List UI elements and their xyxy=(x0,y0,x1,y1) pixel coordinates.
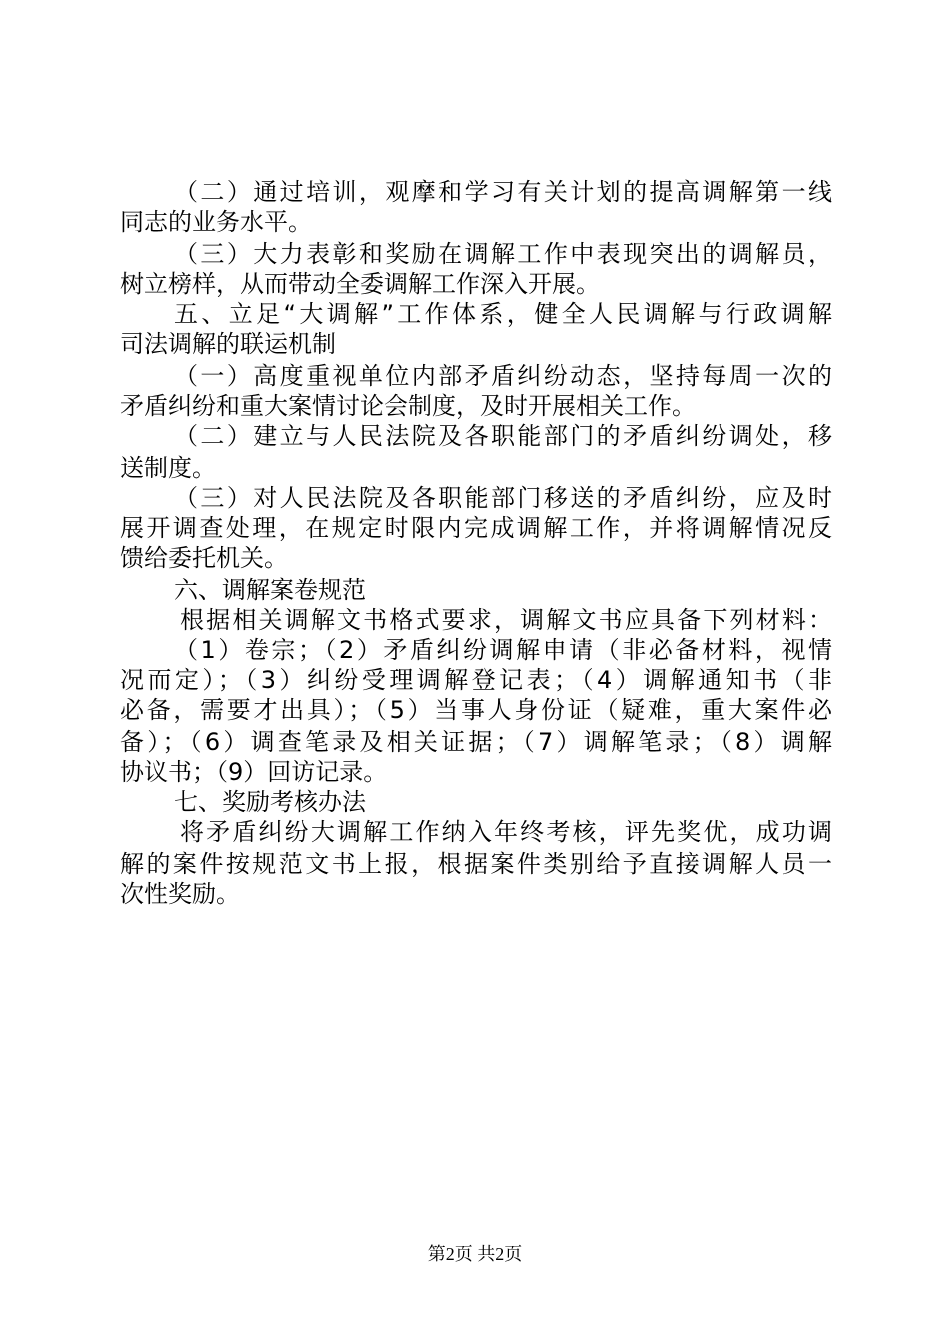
paragraph-line: 馈给委托机关。 xyxy=(120,544,288,572)
section-heading-line: 五、立足“大调解”工作体系，健全人民调解与行政调解 xyxy=(174,300,832,328)
section-heading-line: 六、调解案卷规范 xyxy=(174,576,366,604)
section-heading-line: 司法调解的联运机制 xyxy=(120,330,336,358)
paragraph-line: 备）；（6）调查笔录及相关证据；（7）调解笔录；（8）调解 xyxy=(120,728,832,756)
paragraph-line: 树立榜样，从而带动全委调解工作深入开展。 xyxy=(120,270,600,298)
section-heading-line: 七、奖励考核办法 xyxy=(174,788,366,816)
paragraph-line: 况而定）；（3）纠纷受理调解登记表；（4）调解通知书（非 xyxy=(120,666,832,694)
paragraph-line: 矛盾纠纷和重大案情讨论会制度，及时开展相关工作。 xyxy=(120,392,696,420)
paragraph-line: 解的案件按规范文书上报，根据案件类别给予直接调解人员一 xyxy=(120,850,832,878)
paragraph-line: 根据相关调解文书格式要求，调解文书应具备下列材料： xyxy=(180,606,832,634)
paragraph-line: 必备，需要才出具）；（5）当事人身份证（疑难，重大案件必 xyxy=(120,696,832,724)
paragraph-line: 送制度。 xyxy=(120,454,216,482)
paragraph-line: 次性奖励。 xyxy=(120,880,240,908)
paragraph-line: （二）建立与人民法院及各职能部门的矛盾纠纷调处，移 xyxy=(174,422,832,450)
paragraph-line: 同志的业务水平。 xyxy=(120,208,312,236)
paragraph-line: （三）对人民法院及各职能部门移送的矛盾纠纷，应及时 xyxy=(174,484,832,512)
paragraph-line: （一）高度重视单位内部矛盾纠纷动态，坚持每周一次的 xyxy=(174,362,832,390)
paragraph-line: 将矛盾纠纷大调解工作纳入年终考核，评先奖优，成功调 xyxy=(180,818,832,846)
paragraph-line: （二）通过培训，观摩和学习有关计划的提高调解第一线 xyxy=(174,178,832,206)
paragraph-line: （1）卷宗；（2）矛盾纠纷调解申请（非必备材料，视情 xyxy=(174,636,832,664)
paragraph-line: （三）大力表彰和奖励在调解工作中表现突出的调解员， xyxy=(174,240,832,268)
page-number-footer: 第2页 共2页 xyxy=(427,1244,523,1264)
paragraph-line: 协议书；（9）回访记录。 xyxy=(120,758,388,786)
paragraph-line: 展开调查处理，在规定时限内完成调解工作，并将调解情况反 xyxy=(120,514,832,542)
